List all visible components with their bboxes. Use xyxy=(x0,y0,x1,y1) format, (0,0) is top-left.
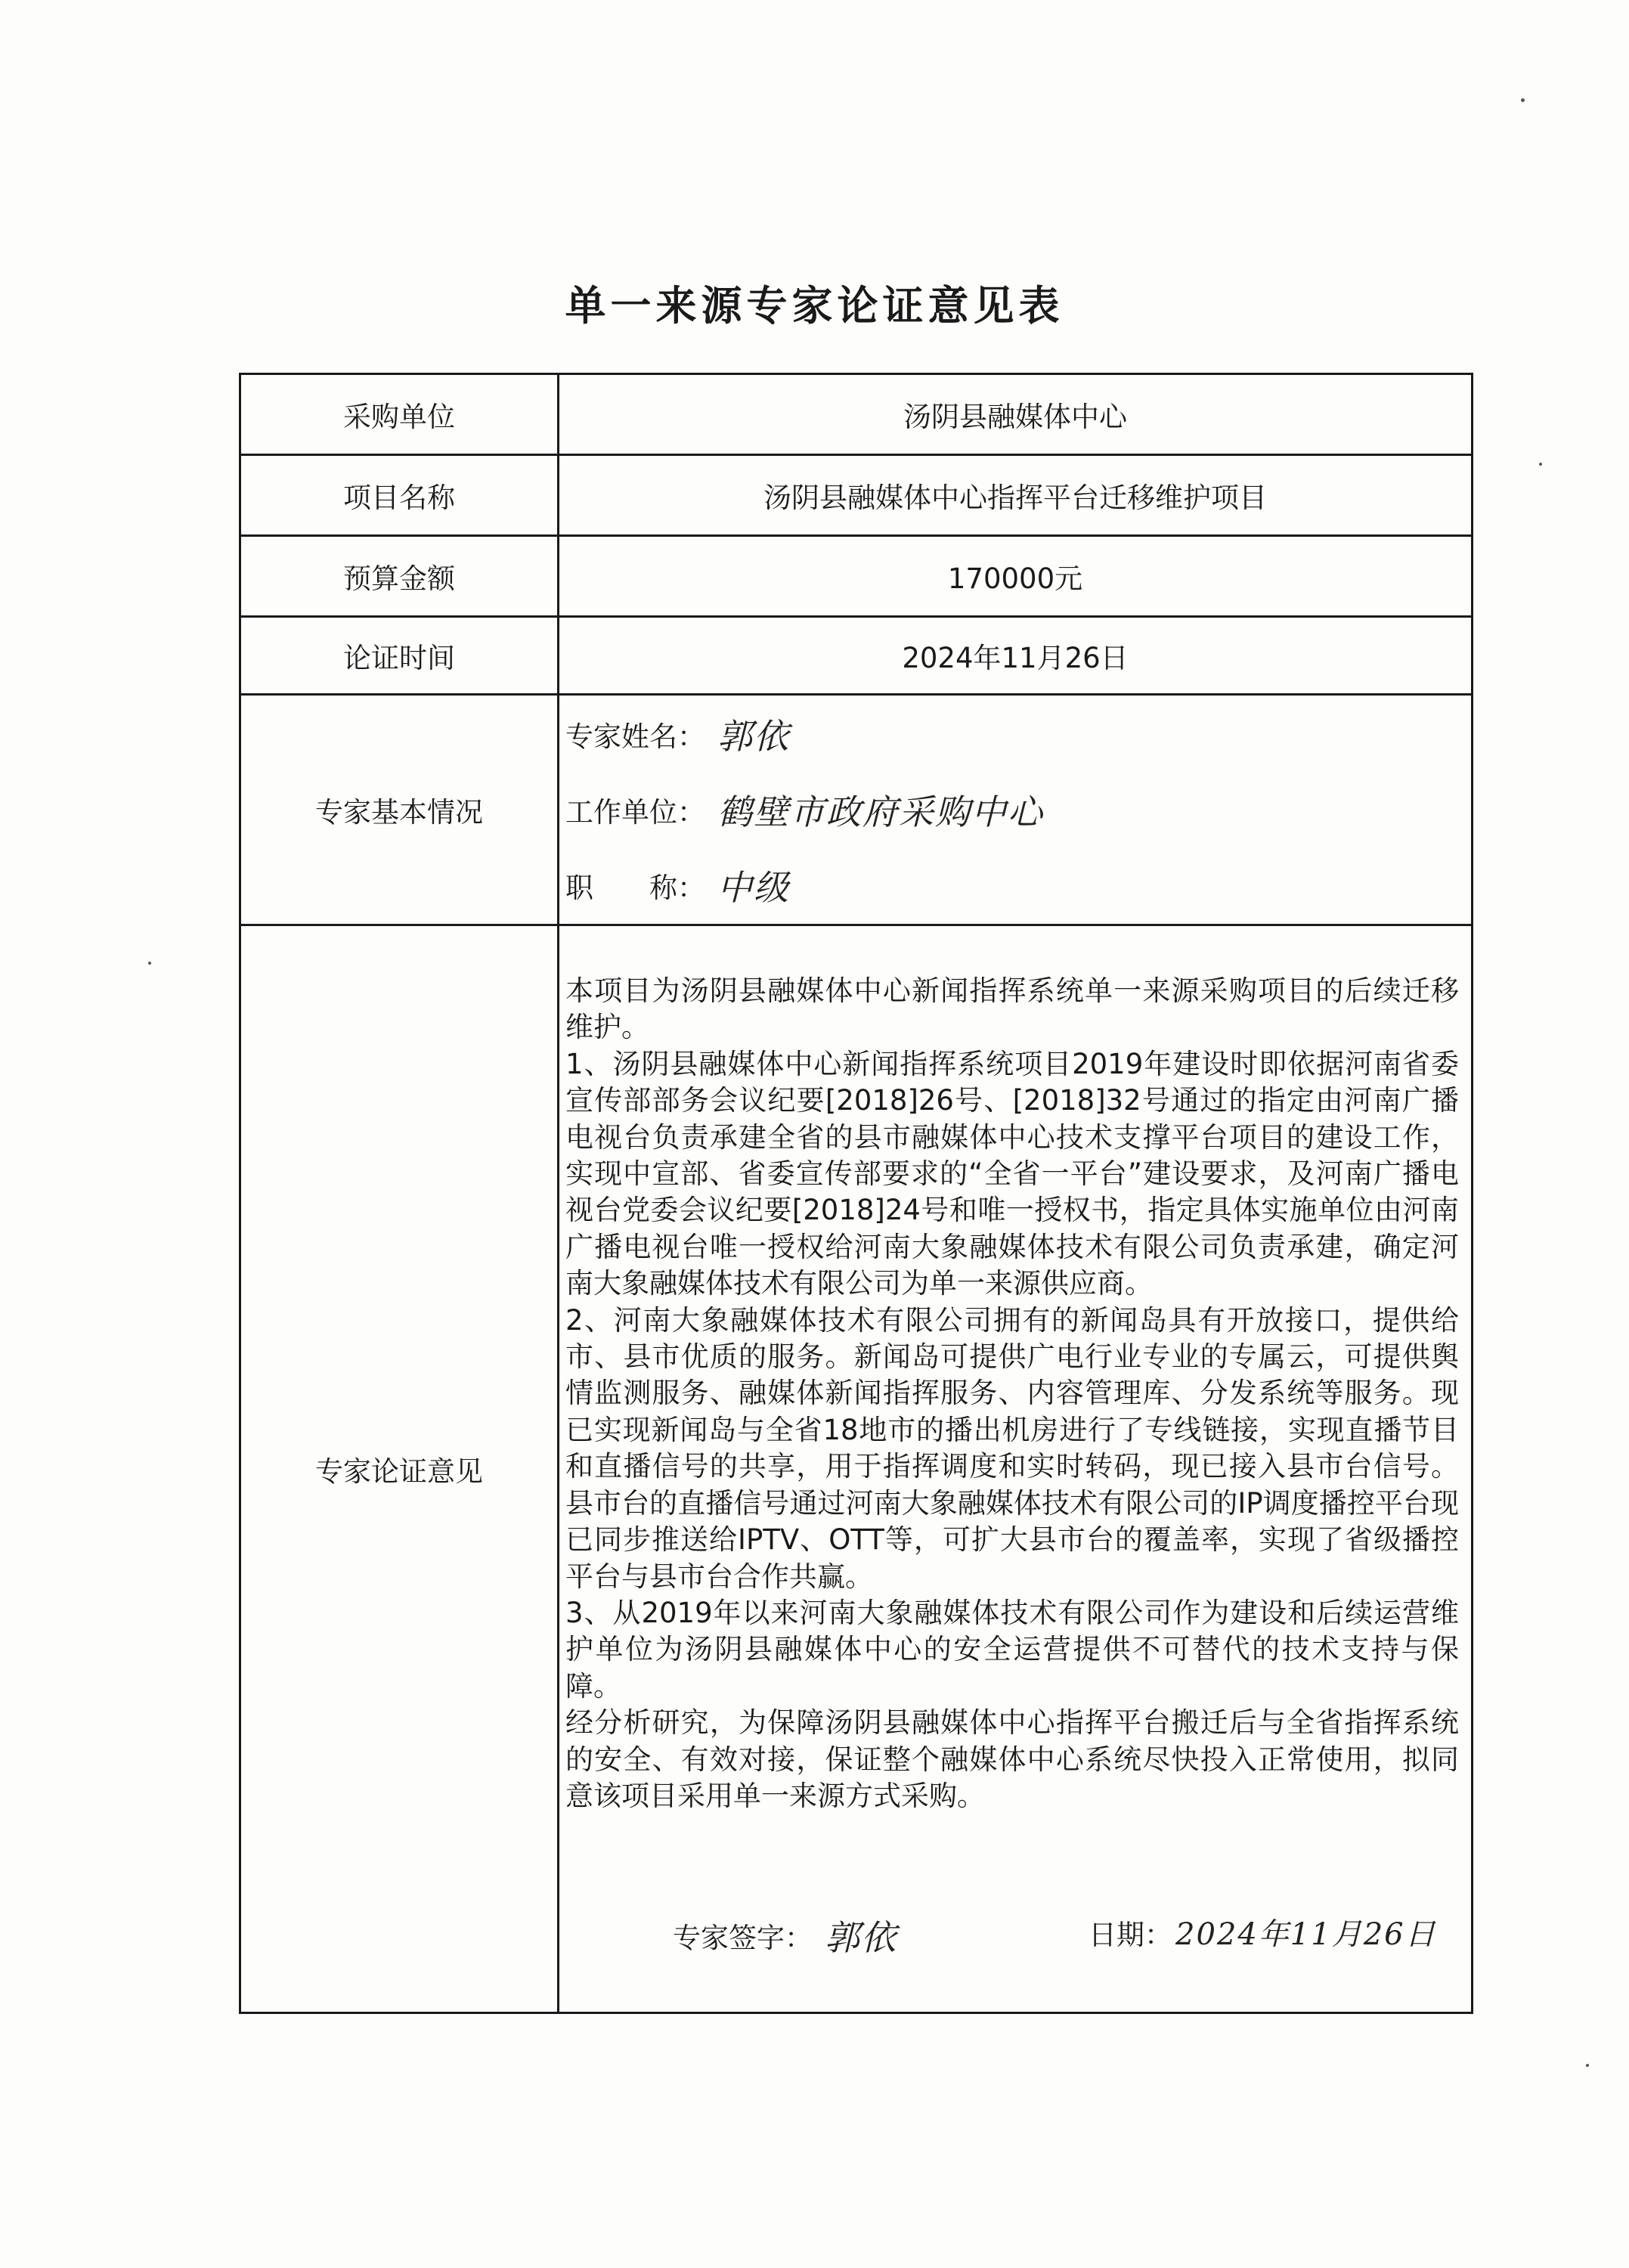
table-row-purchaser xyxy=(240,374,1473,455)
expert-unit-handwriting: 鹤壁市政府采购中心 xyxy=(717,792,1044,832)
opinion-paragraph: 3、从2019年以来河南大象融媒体技术有限公司作为建设和后续运营维护单位为汤阴县融媒体中心的安全运营提供不可替代的技术支持与保障。 xyxy=(565,1596,1459,1703)
budget-value: 170000元 xyxy=(559,536,1473,617)
project-label: 项目名称 xyxy=(240,455,559,536)
opinion-form-table xyxy=(239,373,1473,2014)
table-row-budget xyxy=(240,536,1473,617)
table-row-project xyxy=(240,455,1473,536)
page-title: 单一来源专家论证意见表 xyxy=(565,282,1064,330)
scan-speck xyxy=(1539,463,1542,466)
expert-label: 专家基本情况 xyxy=(240,695,559,925)
expert-title-handwriting: 中级 xyxy=(717,867,790,908)
date-label: 日期： xyxy=(1089,1918,1172,1951)
table-row-opinion xyxy=(240,925,1473,2013)
opinion-cell xyxy=(559,925,1473,2013)
expert-signature xyxy=(673,1910,897,1960)
expert-title-label: 职 称： xyxy=(565,872,705,904)
purchaser-label: 采购单位 xyxy=(240,374,559,455)
expert-name-line xyxy=(565,696,1471,772)
expert-unit-label: 工作单位： xyxy=(565,796,705,829)
signature-handwriting: 郭依 xyxy=(825,1917,897,1958)
opinion-paragraph: 本项目为汤阴县融媒体中心新闻指挥系统单一来源采购项目的后续迁移维护。 xyxy=(565,974,1459,1044)
expert-title-line xyxy=(565,847,1471,923)
scan-speck xyxy=(1586,2064,1589,2067)
project-value: 汤阴县融媒体中心指挥平台迁移维护项目 xyxy=(559,455,1473,536)
expert-unit-line xyxy=(565,772,1471,847)
scan-speck xyxy=(1521,98,1525,102)
table-row-expert xyxy=(240,695,1473,925)
time-value: 2024年11月26日 xyxy=(559,617,1473,695)
opinion-paragraph: 2、河南大象融媒体技术有限公司拥有的新闻岛具有开放接口，提供给市、县市优质的服务。新闻岛可提供广电行业专业的专属云，可提供舆情监测服务、融媒体新闻指挥服务、内容管理库、分发系统等服务。现已实现新闻岛与全省18地市的播出机房进行了专线链接，实现直播节目和直播信号的共享，用于指挥调度和实时转码，现已接入县市台信号。县市台的直播信号通过河南大象融媒体技术有限公司的IP调度播控平台现已同步推送给IPTV、OTT等，可扩大县市台的覆盖率，实现了省级播控平台与县市台合作共赢。 xyxy=(565,1303,1459,1593)
opinion-label: 专家论证意见 xyxy=(240,925,559,2013)
date-handwriting: 2024年11月26日 xyxy=(1175,1917,1437,1952)
budget-label: 预算金额 xyxy=(240,536,559,617)
time-label: 论证时间 xyxy=(240,617,559,695)
opinion-paragraph: 经分析研究，为保障汤阴县融媒体中心指挥平台搬迁后与全省指挥系统的安全、有效对接，保证整个融媒体中心系统尽快投入正常使用，拟同意该项目采用单一来源方式采购。 xyxy=(565,1706,1459,1812)
table-row-time xyxy=(240,617,1473,695)
signature-label: 专家签字： xyxy=(673,1922,813,1954)
purchaser-value: 汤阴县融媒体中心 xyxy=(559,374,1473,455)
opinion-text xyxy=(559,926,1471,1814)
signature-date xyxy=(1089,1910,1437,1954)
expert-info xyxy=(559,695,1473,925)
scan-speck xyxy=(148,962,151,965)
opinion-paragraph: 1、汤阴县融媒体中心新闻指挥系统项目2019年建设时即依据河南省委宣传部部务会议纪要[2018]26号、[2018]32号通过的指定由河南广播电视台负责承建全省的县市融媒体中心技术支撑平台项目的建设工作，实现中宣部、省委宣传部要求的“全省一平台”建设要求，及河南广播电视台党委会议纪要[2018]24号和唯一授权书，指定具体实施单位由河南广播电视台唯一授权给河南大象融媒体技术有限公司负责承建，确定河南大象融媒体技术有限公司为单一来源供应商。 xyxy=(565,1047,1459,1300)
expert-name-handwriting: 郭依 xyxy=(717,716,790,757)
expert-name-label: 专家姓名： xyxy=(565,720,705,753)
